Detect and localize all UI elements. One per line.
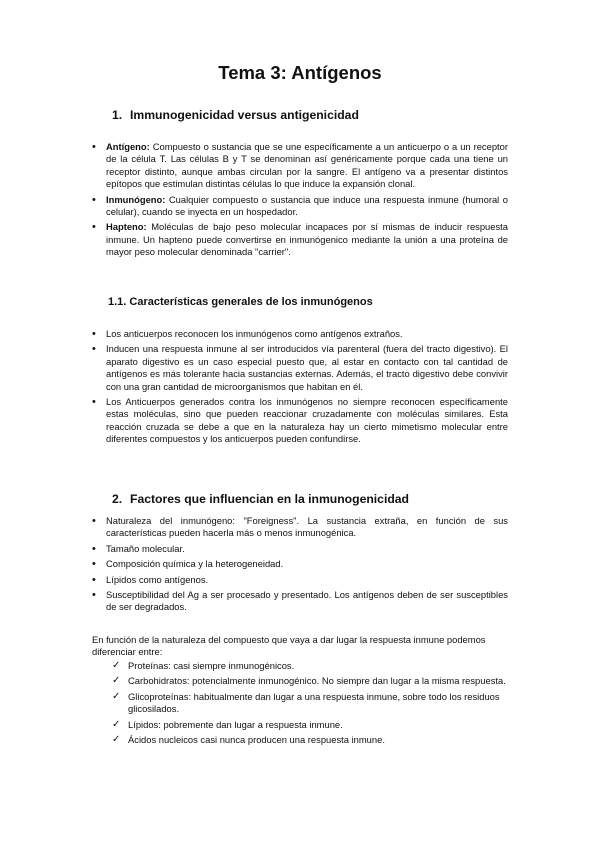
list-item <box>92 221 508 258</box>
section-1-list <box>92 141 508 262</box>
section-1-heading <box>112 108 359 122</box>
term-label: Hapteno: <box>106 221 147 233</box>
section-2-heading <box>112 492 409 506</box>
section-2-title: Factores que influencian en la inmunogenicidad <box>130 492 410 506</box>
list-item: • Naturaleza del inmunógeno: "Foreigness". La sustancia extraña, en función de sus características pueden hacerla más o menos inmunogénica. <box>92 515 508 540</box>
checklist-item: ✓ Lípidos: pobremente dan lugar a respuesta inmune. <box>112 719 508 731</box>
section-1-title: Immunogenicidad versus antigenicidad <box>130 108 359 122</box>
section-2-list <box>92 515 508 617</box>
term-definition: Compuesto o sustancia que se une específicamente a un anticuerpo o a un receptor de la célula T. Las células B y T se denominan así genéricamente porque cada una tiene un receptor distinto, aunque ambas circulan por la sangre. El antígeno va a presentar distintos epítopos que estimulan distintas células lo que induce la expansión clonal. <box>106 141 508 190</box>
checklist-item: ✓ Proteínas: casi siempre inmunogénicos. <box>112 660 508 672</box>
term-label: Antígeno: <box>106 141 150 152</box>
list-item <box>92 141 508 191</box>
list-item: • Lípidos como antígenos. <box>92 574 508 586</box>
section-2-intro: En función de la naturaleza del compuesto que vaya a dar lugar la respuesta inmune podemos diferenciar entre: <box>92 634 486 658</box>
term-definition: Moléculas de bajo peso molecular incapaces por sí mismas de inducir respuesta inmune. Un hapteno puede convertirse en inmunógenico mediante la unión a una proteína de mayor peso molecular denominada "carrier". <box>106 221 508 258</box>
section-1-number: 1. <box>112 108 123 122</box>
list-item: • Susceptibilidad del Ag a ser procesado y presentado. Los antígenos deben de ser susceptibles de ser degradados. <box>92 589 508 614</box>
compound-checklist <box>112 660 508 749</box>
term-label: Inmunógeno: <box>106 193 166 205</box>
checklist-item: ✓ Carbohidratos: potencialmente inmunogénico. No siempre dan lugar a la misma respuesta. <box>112 675 508 687</box>
list-item <box>92 194 508 219</box>
list-item: • Inducen una respuesta inmune al ser introducidos vía parenteral (fuera del tracto digestivo). El aparato digestivo es un caso especial puesto que, al estar en contacto con tal cantidad de antígenos es más tolerante hacia sustancias externas. Además, el tracto digestivo debe convivir con una gran cantidad de microorganismos que habitan en él. <box>92 343 508 393</box>
section-2-number: 2. <box>112 492 123 506</box>
subsection-1-1-list <box>92 328 508 449</box>
list-item: • Los anticuerpos reconocen los inmunógenos como antígenos extraños. <box>92 328 508 340</box>
list-item: • Los Anticuerpos generados contra los inmunógenos no siempre reconocen específicamente estas moléculas, sino que pueden reaccionar cruzadamente con moléculas similares. Esta reacción cruzada se debe a que en la naturaleza hay un cierto mimetismo molecular entre diferentes compuestos y los anticuerpos pueden confundirse. <box>92 396 508 446</box>
subsection-1-1-heading: 1.1. Características generales de los inmunógenos <box>108 296 373 308</box>
term-definition: Cualquier compuesto o sustancia que induce una respuesta inmune (humoral o celular), cuando se inyecta en un hospedador. <box>106 193 508 218</box>
page-title: Tema 3: Antígenos <box>218 62 382 83</box>
checklist-item: ✓ Glicoproteínas: habitualmente dan lugar a una respuesta inmune, sobre todo los residuos glicosilados. <box>112 691 508 716</box>
list-item: • Tamaño molecular. <box>92 543 508 555</box>
list-item: • Composición química y la heterogeneidad. <box>92 558 508 570</box>
checklist-item: ✓ Ácidos nucleicos casi nunca producen una respuesta inmune. <box>112 734 508 746</box>
